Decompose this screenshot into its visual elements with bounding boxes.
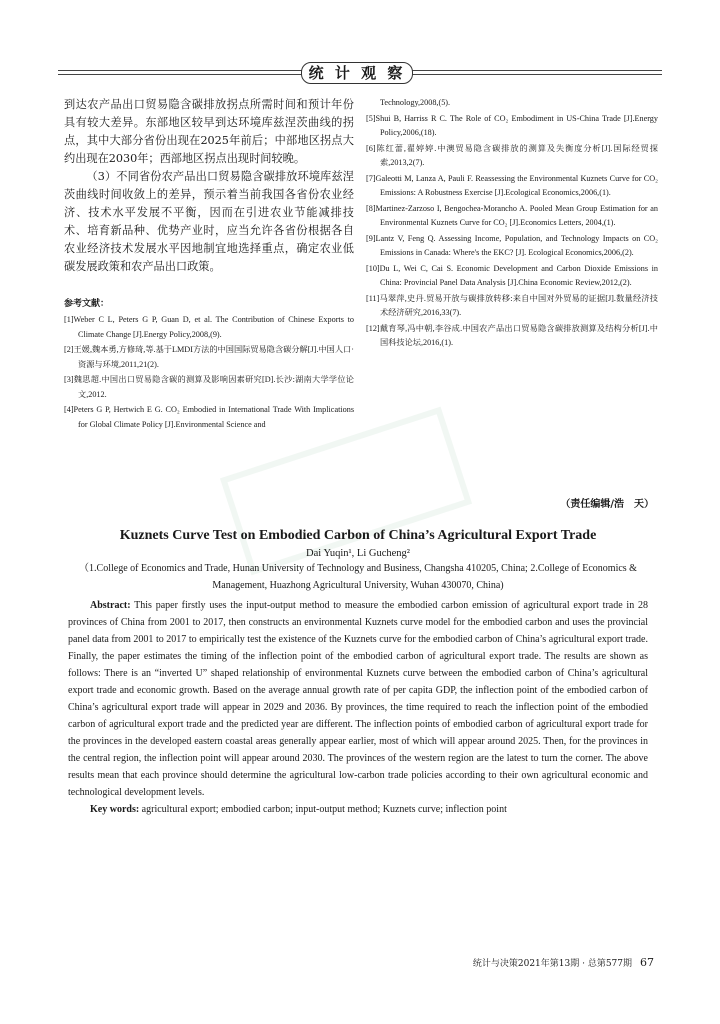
english-authors: Dai Yuqin¹, Li Gucheng²: [306, 548, 410, 559]
reference-item: [8]Martinez-Zarzoso I, Bengochea-Morancho A. Pooled Mean Group Estimation for an Environmental Kuznets Curve for CO₂ [J].Economics Letters, 2004,(1).: [366, 203, 658, 227]
editor-note: （责任编辑/浩 天）: [560, 499, 654, 510]
reference-item: [1]Weber C L, Peters G P, Guan D, et al. The Contribution of Chinese Exports to Climate Change [J].Energy Policy,2008,(9).: [64, 315, 354, 339]
english-abstract-block: [68, 528, 648, 818]
body-paragraph: 到达农产品出口贸易隐含碳排放拐点所需时间和预计年份具有较大差异。东部地区较早到达环境库兹涅茨曲线的拐点，其中大部分省份出现在2025年前后；中部地区拐点大约出现在2030年；西部地区拐点出现时间较晚。: [64, 98, 354, 165]
reference-item: Technology,2008,(5).: [380, 98, 451, 107]
reference-item: [6]陈红蕾,翟婷婷.中澳贸易隐含碳排放的测算及失衡度分析[J].国际经贸探索,2013,2(7).: [366, 143, 658, 167]
reference-item: [11]马翠萍,史丹.贸易开放与碳排放转移:来自中国对外贸易的证据[J].数量经济技术经济研究,2016,33(7).: [366, 293, 658, 317]
page-number: 67: [640, 956, 654, 969]
body-paragraph: （3）不同省份农产品出口贸易隐含碳排放环境库兹涅茨曲线时间收敛上的差异，预示着当前我国各省份农业经济、技术水平发展不平衡，因而在引进农业节能减排技术、培育新品种、优势产业时，应当允许各省份根据各自农业经济技术发展水平因地制宜地选择重点，确定农业低碳发展政策和农产品出口政策。: [64, 170, 354, 273]
section-header: [58, 62, 662, 84]
page-footer: [473, 956, 654, 969]
english-keywords: [68, 801, 648, 818]
reference-item: [7]Galeotti M, Lanza A, Pauli F. Reassessing the Environmental Kuznets Curve for CO₂ Emissions: A Robustness Exercise [J].Ecological Economics,2006,(1).: [366, 173, 658, 197]
references-heading: 参考文献：: [64, 299, 110, 309]
abstract-text: This paper firstly uses the input-output method to measure the embodied carbon emission of agricultural export trade in 28 provinces of China from 2001 to 2017, then constructs an environmental Kuznets curve model for the embodied carbon and uses the provincial panel data from 2001 to 2017 to empirically test the existence of the Kuznets curve for the embodied carbon of China’s agricultural export trade. Finally, the paper estimates the timing of the inflection point of the embodied carbon of agricultural export trade. The results are shown as follows: There is an “inverted U” shaped relationship of environmental Kuznets curve between the embodied carbon of China’s agricultural export trade and economic growth. Based on the average annual growth rate of per capita GDP, the inflection point of the embodied carbon of China’s agricultural export trade will appear in 2029 and 2036. By provinces, the time required to reach the inflection point of the embodied carbon of agricultural export trade and the predicted year are different. The inflection points of embodied carbon of agricultural export trade for the provinces in the developed eastern coastal areas generally appear earlier, most of which will appear around 2025. Then, for the provinces in the central region, the inflection point will appear around 2030. The provinces of the western region are the latest to turn the corner. The above results mean that each province should determine the agricultural low-carbon trade policies according to their own agricultural economic and technological development levels.: [68, 600, 648, 798]
reference-item: [4]Peters G P, Hertwich E G. CO₂ Embodied in International Trade With Implications for Global Climate Policy [J].Environmental Science and: [64, 405, 354, 429]
reference-item: [3]魏思超.中国出口贸易隐含碳的测算及影响因素研究[D].长沙:湖南大学学位论文,2012.: [64, 375, 354, 399]
keywords-text: agricultural export; embodied carbon; input-output method; Kuznets curve; inflection point: [141, 804, 507, 815]
reference-item: [12]戴育琴,冯中朝,李谷成.中国农产品出口贸易隐含碳排放测算及结构分析[J].中国科技论坛,2016,(1).: [366, 323, 658, 347]
reference-item: [9]Lantz V, Feng Q. Assessing Income, Population, and Technology Impacts on CO₂ Emissions in Canada: Where's the EKC? [J]. Ecological Economics,2006,(2).: [366, 233, 658, 257]
abstract-label: Abstract:: [90, 600, 131, 611]
keywords-label: Key words:: [90, 804, 140, 815]
english-title: Kuznets Curve Test on Embodied Carbon of China’s Agricultural Export Trade: [119, 528, 597, 543]
section-badge: 统 计 观 察: [301, 62, 413, 84]
reference-item: [5]Shui B, Harriss R C. The Role of CO₂ Embodiment in US-China Trade [J].Energy Policy,2006,(18).: [366, 113, 658, 137]
english-abstract: [68, 597, 648, 801]
journal-info: 统计与决策2021年第13期 · 总第577期: [472, 959, 632, 969]
reference-item: [10]Du L, Wei C, Cai S. Economic Development and Carbon Dioxide Emissions in China: Provincial Panel Data Analysis [J].China Economic Review,2012,(2).: [366, 263, 658, 287]
right-column: [366, 96, 658, 352]
english-affiliation: （1.College of Economics and Trade, Hunan University of Technology and Business, Changsha 410205, China; 2.College of Economics & Management, Huazhong Agricultural University, Wuhan 430070, China): [79, 563, 637, 591]
left-column: [64, 96, 354, 433]
reference-item: [2]王媛,魏本勇,方修琦,等.基于LMDI方法的中国国际贸易隐含碳分解[J].中国人口·资源与环境,2011,21(2).: [64, 345, 354, 369]
